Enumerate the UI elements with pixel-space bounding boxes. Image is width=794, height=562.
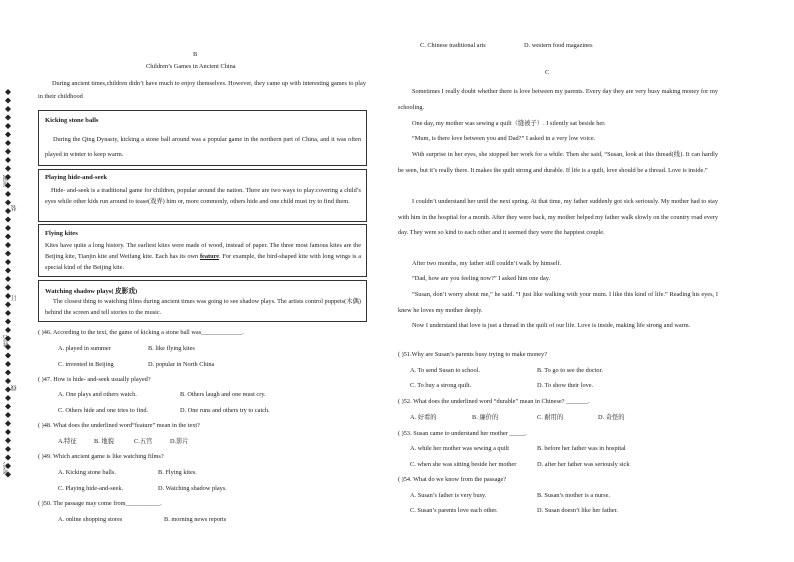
q51-option-d: D. To show their love. (537, 382, 594, 389)
binding-diamond (5, 361, 11, 367)
q52-option-a: A. 好看的 (410, 414, 437, 421)
q54-option-d: D. Susan doesn’t like her father. (537, 507, 618, 514)
section-b-title: Children’s Games in Ancient China (146, 63, 236, 70)
q51-option-b: B. To go to see the doctor. (537, 367, 603, 374)
binding-diamond (5, 89, 11, 95)
binding-diamond (5, 310, 11, 316)
binding-diamond (5, 429, 11, 435)
q50-stem: ( )50. The passage may come from___________. (38, 500, 162, 507)
binding-diamond (5, 404, 11, 410)
binding-diamond (5, 378, 11, 384)
q49-stem: ( )49. Which ancient game is like watching films? (38, 453, 164, 460)
box-body-hide: Hide- and-seek is a traditional game for children, popular around the nation. There are two ways to play:covering a child’s eyes while other kids run around to tease(戏弄) him or, more commonly, others hide and one child must try to find them. (45, 187, 361, 205)
q54-stem: ( )54. What do we know from the passage? (398, 476, 507, 483)
q46-option-c: C. invented in Beijing (58, 361, 114, 368)
section-b-intro: During ancient times,children didn’t have much to enjoy themselves. However, they came up with interesting games to play in their childhood (38, 80, 366, 100)
binding-diamond (5, 251, 11, 257)
binding-diamond (5, 149, 11, 155)
margin-label-name: 姓名 (4, 335, 10, 347)
margin-mark-2: 订 (12, 295, 18, 301)
q49-option-a: A. Kicking stone balls. (58, 469, 116, 476)
binding-diamond (5, 132, 11, 138)
q53-option-a: A. while her mother was sewing a quilt (410, 445, 509, 452)
box-body-kicking: During the Qing Dynasty, kicking a stone ball around was a popular game in the northern part of China, and it was often played in winter to keep warm. (45, 136, 361, 158)
kites-text-after: . For example, the bird-shaped kite with long wings is a special kind of the Beijing kite. (45, 253, 362, 271)
q48-option-b: B. 地貌 (94, 438, 114, 445)
q49-option-c: C. Playing hide-and-seek. (58, 485, 124, 492)
q50-option-a: A. online shopping stores (58, 516, 123, 523)
q54-option-a: A. Susan’s father is very busy. (410, 492, 487, 499)
q52-stem: ( )52. What does the underlined word “durable” mean in Chinese? _______. (398, 398, 590, 405)
q48-option-c: C.五官 (134, 438, 153, 445)
q47-option-a: A. One plays and others watch. (58, 391, 137, 398)
q46-stem: ( )46. According to the text, the game of kicking a stone ball was_____________. (38, 329, 244, 336)
box-title-shadow: Watching shadow plays( 皮影戏) (45, 288, 138, 295)
section-c-para-4: With surprise in her eyes, she stopped her work for a while. Then she said, “Susan, look at this thread(线). It can hardly be seen, but it’s really there. It makes the quilt strong and durable. If life is a quilt, love should be a thread. Love is inside.” (398, 151, 718, 174)
q48-stem: ( )48. What does the underlined word“feature” mean in the text? (38, 422, 200, 429)
box-body-shadow: The closest thing to watching films during ancient times was going to see shadow plays. The artists control puppets(木偶) behind the screen and tell stories to the music. (45, 298, 361, 316)
binding-diamond (5, 140, 11, 146)
q47-option-c: C. Others hide and one tries to find. (58, 407, 149, 414)
binding-diamond (5, 259, 11, 265)
binding-diamond (5, 234, 11, 240)
binding-diamond (5, 412, 11, 418)
q52-option-c: C. 耐用的 (537, 414, 564, 421)
margin-label-number: 考号 (4, 462, 10, 474)
binding-diamond (5, 123, 11, 129)
q46-option-b: B. like flying kites (148, 345, 195, 352)
q50-option-c: C. Chinese traditional arts (420, 42, 486, 49)
binding-line (2, 88, 14, 483)
binding-diamond (5, 157, 11, 163)
binding-diamond (5, 319, 11, 325)
binding-diamond (5, 242, 11, 248)
q49-option-b: B. Flying kites. (158, 469, 197, 476)
q54-option-b: B. Susan’s mother is a nurse. (537, 492, 610, 499)
margin-label-class: 班级 (4, 175, 10, 187)
margin-mark-3: 线 (12, 385, 18, 391)
binding-diamond (5, 225, 11, 231)
binding-diamond (5, 115, 11, 121)
kites-text-before: Kites have quite a long history. The earliest kites were made of wood, instead of paper. The three most famous kites are the Beijing kite, Tianjin kite and Weifang kite. Each has its own (45, 242, 361, 260)
q48-option-d: D.影片 (170, 438, 189, 445)
binding-diamond (5, 302, 11, 308)
q53-option-d: D. after her father was seriously sick (537, 461, 630, 468)
q52-option-b: B. 廉价的 (472, 414, 499, 421)
binding-dots-graphic (2, 88, 14, 483)
box-body-kites (45, 240, 361, 273)
binding-diamond (5, 446, 11, 452)
binding-diamond (5, 421, 11, 427)
q47-option-d: D. One runs and others try to catch. (180, 407, 270, 414)
section-c-para-7: “Dad, how are you feeling now?” I asked him one day. (412, 275, 551, 282)
q51-stem: ( )51.Why are Susan’s parents busy trying to make money? (398, 351, 547, 358)
q49-option-d: D. Watching shadow plays. (158, 485, 227, 492)
section-c-para-5: I couldn’t understand her until the next spring. At that time, my father suddenly got sick seriously. My mother had to stay with him in the hospital for a month. After they were back, my mother helped my father walk slowly on the country road every day. They were so kind to each other and it seemed they were the happiest couple. (398, 198, 718, 236)
q51-option-a: A. To send Susan to school. (410, 367, 480, 374)
binding-diamond (5, 285, 11, 291)
binding-diamond (5, 455, 11, 461)
box-title-hide: Playing hide-and-seek (45, 174, 108, 181)
section-c-para-8: “Susan, don’t worry about me,” he said. “I just like walking with your mum. I like this kind of life.” Reading his eyes, I knew he loves my mother deeply. (398, 291, 718, 314)
q53-option-c: C. when she was sitting beside her mother (410, 461, 517, 468)
binding-diamond (5, 395, 11, 401)
box-title-kites: Flying kites (45, 230, 78, 237)
binding-diamond (5, 327, 11, 333)
feature-underlined-word: feature (199, 253, 220, 260)
section-c-para-2: One day, my mother was sewing a quilt（缝被子）. I silently sat beside her. (412, 120, 606, 127)
section-c-para-3: “Mum, is there love between you and Dad?” I asked in a very low voice. (412, 135, 596, 142)
margin-mark-1: 装 (12, 205, 18, 211)
q52-option-d: D. 奇怪的 (598, 414, 625, 421)
q47-option-b: B. Others laugh and one must cry. (180, 391, 266, 398)
section-c-para-6: After two months, my father still couldn’t walk by himself. (412, 260, 562, 267)
q48-option-a: A.特征 (58, 438, 77, 445)
section-b-letter: B (193, 51, 198, 58)
q54-option-c: C. Susan’s parents love each other. (410, 507, 498, 514)
q46-option-d: D. popular in North China (148, 361, 215, 368)
q47-stem: ( )47. How is hide- and-seek usually played? (38, 376, 151, 383)
q53-stem: ( )53. Susan came to understand her mother _____. (398, 430, 527, 437)
binding-diamond (5, 106, 11, 112)
q51-option-c: C. To buy a strong quilt. (410, 382, 472, 389)
section-c-para-1: Sometimes I really doubt whether there is love between my parents. Every day they are very busy making money for my schooling. (398, 88, 718, 111)
binding-diamond (5, 370, 11, 376)
binding-diamond (5, 438, 11, 444)
q50-option-d: D. western food magazines (524, 42, 593, 49)
binding-diamond (5, 98, 11, 104)
binding-diamond (5, 353, 11, 359)
binding-diamond (5, 276, 11, 282)
binding-diamond (5, 166, 11, 172)
binding-diamond (5, 191, 11, 197)
q53-option-b: B. before her father was in hospital (537, 445, 626, 452)
box-title-kicking: Kicking stone balls (45, 117, 99, 124)
binding-diamond (5, 268, 11, 274)
section-c-letter: C (545, 69, 550, 76)
q50-option-b: B. morning news reports (164, 516, 227, 523)
q46-option-a: A. played in summer (58, 345, 111, 352)
section-c-para-9: Now I understand that love is just a thread in the quilt of our life. Love is inside, making life strong and warm. (412, 322, 691, 329)
binding-diamond (5, 217, 11, 223)
